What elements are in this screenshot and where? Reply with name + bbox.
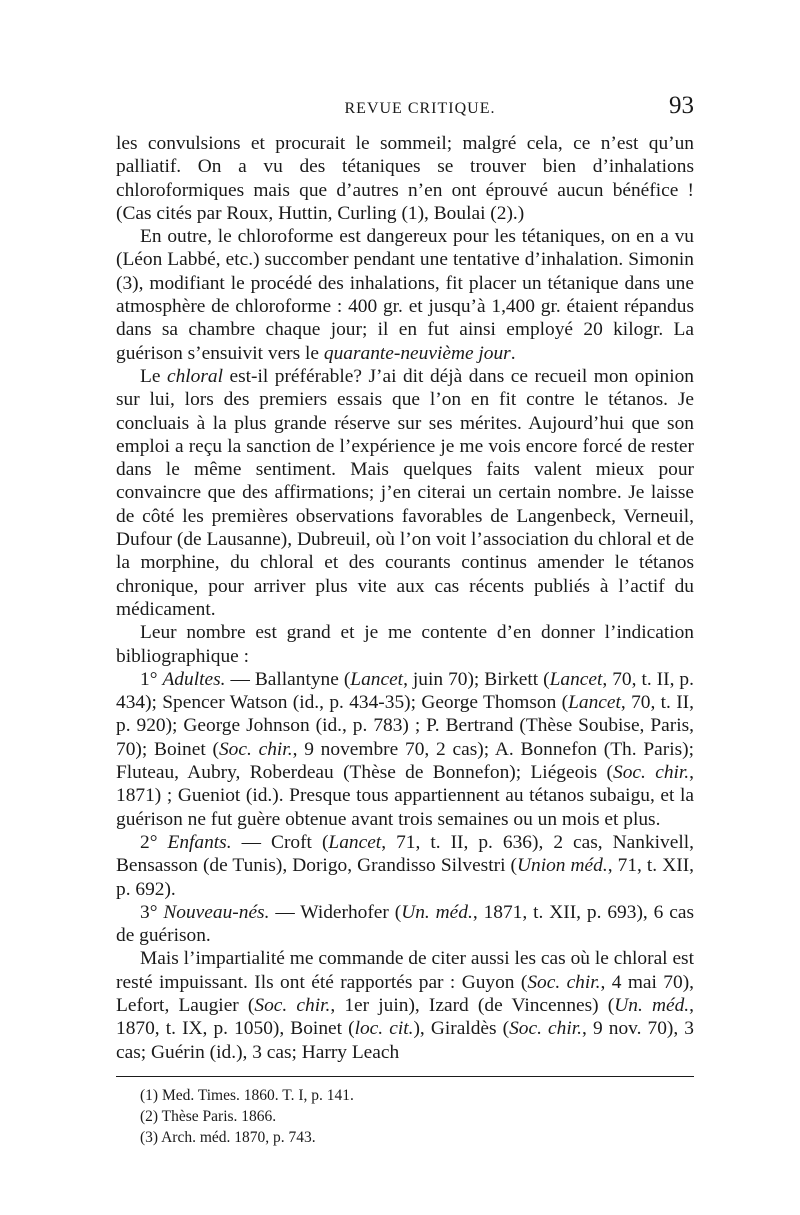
paragraph [116, 365, 694, 621]
text-run: , 1871) ; Gueniot (id.). Presque tous appartiennent au tétanos subaigu, et la guérison ne fut guère obtenue avant trois semaines ou un mois et plus. [116, 762, 695, 830]
italic-text: Soc. chir. [613, 762, 690, 784]
italic-text: Nouveau-nés. [163, 901, 270, 923]
paragraph [116, 225, 694, 365]
footnote: (2) Thèse Paris. 1866. [140, 1107, 277, 1125]
text-run: . [510, 342, 516, 364]
text-run: Mais l’impartialité me commande de citer aussi les cas où le chloral est resté impuissant. Ils ont été rapportés par : Guyon ( [116, 948, 694, 993]
text-run: — Croft ( [231, 831, 329, 853]
italic-text: Lancet [549, 668, 603, 690]
text-run: Le [140, 365, 167, 387]
italic-text: Adultes. [162, 668, 226, 690]
italic-text: Lancet [350, 668, 404, 690]
text-run: Leur nombre est grand et je me contente d’en donner l’indication bibliographique : [116, 622, 694, 667]
footnotes [116, 1085, 694, 1148]
text-run: , 70, t. II, p. 434); Spencer Watson (id., p. 434-35); George Thomson ( [116, 668, 694, 714]
text-run: , juin 70); Birkett ( [403, 668, 550, 690]
italic-text: Soc. chir. [527, 971, 601, 993]
text-run: , 1870, t. IX, p. 1050), Boinet ( [116, 994, 694, 1040]
italic-text: Lancet [328, 831, 382, 853]
footnote: (3) Arch. méd. 1870, p. 743. [140, 1128, 316, 1146]
italic-text: Enfants. [167, 831, 232, 853]
text-run: , 4 mai 70), Lefort, Laugier ( [116, 971, 694, 1016]
italic-text: Soc. chir. [509, 1018, 582, 1040]
italic-text: Soc. chir. [254, 994, 331, 1016]
italic-text: Union méd. [517, 855, 608, 877]
text-run: , 1871, t. XII, p. 693), 6 cas de guérison. [116, 901, 694, 947]
italic-text: quarante-neuvième jour [323, 342, 511, 364]
footnote: (1) Med. Times. 1860. T. I, p. 141. [140, 1086, 354, 1104]
text-run: — Ballantyne ( [225, 668, 351, 690]
text-run: 1° [140, 668, 163, 690]
page [116, 92, 694, 1148]
text-run: est-il préférable? J’ai dit déjà dans ce recueil mon opinion sur lui, lors des premiers essais que l’on en fit contre le tétanos. Je concluais à la plus grande réserve sur ses mérites. Aujourd’hui que son emploi a reçu la sanction de l’expérience je me vois encore forcé de rester dans le même sentiment. Mais quelques faits valent mieux pour convaincre que des affirmations; j’en citerai un certain nombre. Je laisse de côté les premières observations favorables de Langenbeck, Verneuil, Dufour (de Lausanne), Dubreuil, où l’on voit l’association du chloral et de la morphine, du chloral et des courants continus amender le tétanos chronique, pour arriver plus vite aux cas récents publiés à l’actif du médicament. [116, 365, 694, 620]
page-number: 93 [669, 92, 694, 119]
text-run: 3° [140, 901, 164, 923]
italic-text: Un. méd. [614, 994, 690, 1016]
italic-text: Soc. chir. [218, 738, 293, 760]
text-run: , 71, t. XII, p. 692). [116, 855, 694, 900]
paragraph [116, 901, 694, 948]
italic-text: Un. méd. [401, 901, 473, 923]
italic-text: Lancet [568, 692, 621, 714]
paragraph [116, 831, 694, 901]
paragraph [116, 132, 694, 225]
text-run: — Widerhofer ( [269, 901, 402, 923]
text-run: 2° [140, 831, 168, 853]
italic-text: loc. cit. [354, 1018, 414, 1040]
text-run: , 9 nov. 70), 3 cas; Guérin (id.), 3 cas; Harry Leach [116, 1018, 695, 1063]
text-run: En outre, le chloroforme est dangereux pour les tétaniques, on en a vu (Léon Labbé, etc.) succomber pendant une tentative d’inhalation. Simonin (3), modifiant le procédé des inhalations, fit placer un tétanique dans une atmosphère de chloroforme : 400 gr. et jusqu’à 1,400 gr. étaient répandus dans sa chambre chaque jour; il en fut ainsi employé 20 kilogr. La guérison s’ensuivit vers le [116, 226, 694, 364]
body-text [116, 132, 694, 1064]
text-run: , 71, t. II, p. 636), 2 cas, Nankivell, Bensasson (de Tunis), Dorigo, Grandisso Silvestri ( [116, 831, 694, 877]
text-run: , 1er juin), Izard (de Vincennes) ( [330, 994, 615, 1016]
running-title: REVUE CRITIQUE. [344, 100, 496, 117]
footnote-rule [116, 1076, 694, 1077]
text-run: , 9 novembre 70, 2 cas); A. Bonnefon (Th. Paris); Fluteau, Aubry, Roberdeau (Thèse de Bonnefon); Liégeois ( [116, 738, 695, 784]
running-header [116, 92, 694, 132]
paragraph [116, 947, 694, 1063]
text-run: ), Giraldès ( [413, 1018, 510, 1040]
paragraph [116, 621, 694, 668]
italic-text: chloral [166, 365, 223, 387]
paragraph [116, 668, 694, 831]
text-run: , 70, t. II, p. 920); George Johnson (id., p. 783) ; P. Bertrand (Thèse Soubise, Paris, 70); Boinet ( [116, 692, 694, 760]
text-run: les convulsions et procurait le sommeil; malgré cela, ce n’est qu’un palliatif. On a vu des tétaniques se trouver bien d’inhalations chloroformiques mais que d’autres n’en ont éprouvé aucun bénéfice ! (Cas cités par Roux, Huttin, Curling (1), Boulai (2).) [116, 133, 694, 224]
